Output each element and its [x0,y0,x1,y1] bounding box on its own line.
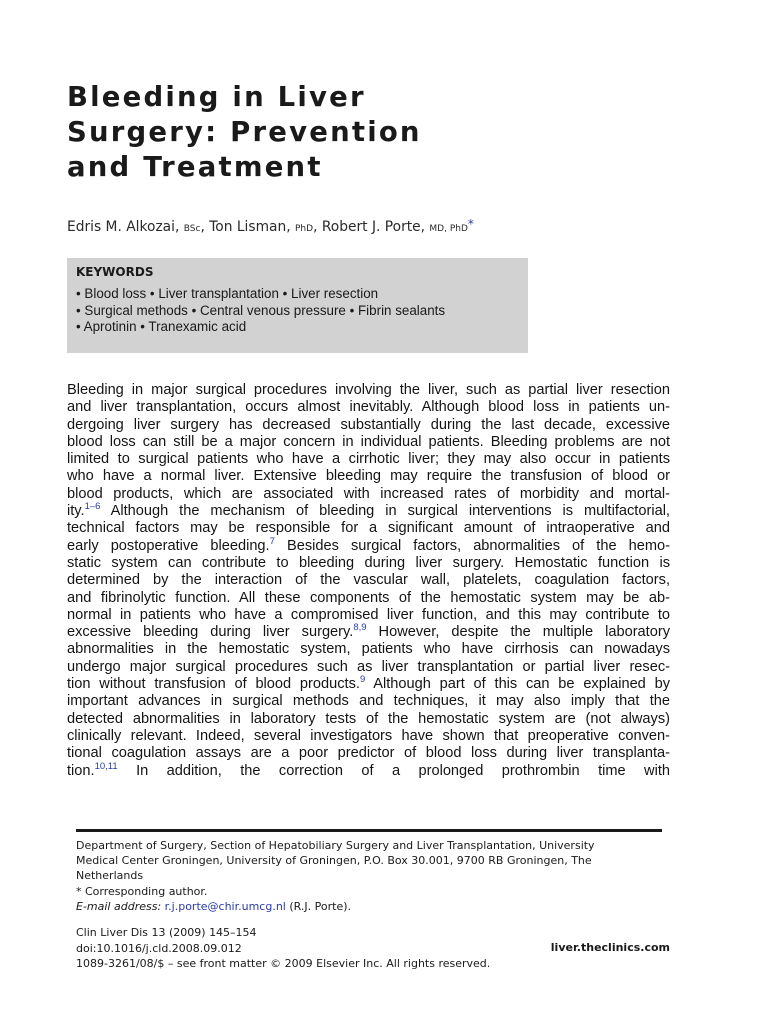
footnote-rule [76,829,662,832]
body-line [67,451,670,468]
body-line [67,676,670,693]
body-text-segment: ity. [67,503,85,520]
body-line [67,555,670,572]
body-text-segment: blood loss can still be a major concern in individual patients. Bleeding problems are not [67,433,670,450]
body-line [67,659,670,676]
keywords-heading: KEYWORDS [76,265,154,279]
reference-link[interactable]: 7 [269,535,275,547]
body-line [67,624,670,641]
keywords-line: • Surgical methods • Central venous pressure • Fibrin sealants [76,302,446,318]
body-text-segment: and fibrinolytic function. All these components of the hemostatic system may be ab- [67,589,670,606]
keywords-line: • Aprotinin • Tranexamic acid [76,319,247,334]
body-text-segment: Bleeding in major surgical procedures involving the liver, such as partial liver resection [67,382,670,398]
body-text-segment: However, despite the multiple laboratory [366,624,671,641]
author-degree: BSc [183,224,201,234]
body-text-segment: In addition, the correction of a prolonged prothrombin time with [117,762,670,779]
body-text-segment: early postoperative bleeding. [67,537,270,554]
title-line: and Treatment [67,151,323,183]
body-line [67,760,670,780]
body-text-segment: detected abnormalities in laboratory tests of the hemostatic system are (not always) [67,710,670,727]
body-text-segment: and liver transplantation, occurs almost inevitably. Although blood loss in patients un- [67,399,670,416]
body-line [67,572,670,589]
journal-citation: Clin Liver Dis 13 (2009) 145–154 [76,926,257,939]
body-text-segment: tion without transfusion of blood products. [67,676,360,693]
body-line [67,535,670,555]
body-text-segment: normal in patients who have a compromised liver function, and this may contribute to [67,606,670,623]
keywords-line: • Blood loss • Liver transplantation • Liver resection [76,286,379,301]
email-line [76,899,670,914]
author-degree: MD, PhD [429,224,468,234]
body-line [67,417,670,434]
body-text-segment: determined by the interaction of the vascular wall, platelets, coagulation factors, [67,572,670,589]
body-line [67,468,670,485]
body-line [67,503,670,520]
body-text-segment: tion. [67,762,95,779]
corresponding-author-link[interactable]: * [467,217,474,231]
corresponding-author-note: * Corresponding author. [76,884,208,898]
body-text-segment: clinically relevant. Indeed, several investigators have shown that preoperative conven- [67,727,670,744]
body-paragraph [67,382,670,780]
body-text-segment: undergo major surgical procedures such as liver transplantation or partial liver resec- [67,658,670,675]
body-line [67,711,670,728]
body-text-segment: Although part of this can be explained by [365,676,670,693]
email-label: E-mail address: [76,899,162,913]
body-text-segment: dergoing liver surgery has decreased substantially during the last decade, excessive [67,416,670,433]
affiliation-line: Department of Surgery, Section of Hepatobiliary Surgery and Liver Transplantation, University [76,839,595,852]
affiliation-line: Medical Center Groningen, University of Groningen, P.O. Box 30.001, 9700 RB Groningen, The [76,854,592,868]
title-line: Surgery: Prevention [67,116,422,148]
body-text-segment: tional coagulation assays are a poor predictor of blood loss during liver transplanta- [67,745,670,762]
copyright-notice: 1089-3261/08/$ – see front matter © 2009 Elsevier Inc. All rights reserved. [76,957,491,970]
body-text-segment: blood products, which are associated with increased rates of morbidity and mortal- [67,485,670,502]
body-text-segment: important advances in surgical methods and techniques, it may also imply that the [67,693,670,710]
author-name: Ton Lisman, [209,219,291,235]
author-list: Edris M. Alkozai, BSc, Ton Lisman, PhD, Robert J. Porte, MD, PhD* [67,217,474,235]
body-line [67,728,670,745]
body-line [67,486,670,503]
body-line [67,382,670,399]
reference-link[interactable]: 9 [359,674,366,686]
body-line [67,434,670,451]
keywords-box [67,258,528,353]
footnote [76,838,670,914]
reference-link[interactable]: 8,9 [353,622,367,634]
body-line [67,745,670,762]
doi[interactable]: doi:10.1016/j.cld.2008.09.012 [76,941,242,955]
body-line [67,607,670,624]
body-line [67,693,670,710]
title-line: Bleeding in Liver [67,81,366,113]
email-link[interactable]: r.j.porte@chir.umcg.nl [164,899,286,913]
body-line [67,520,670,537]
body-text-segment: Besides surgical factors, abnormalities of the hemo- [274,537,670,554]
reference-link[interactable]: 10,11 [94,760,118,772]
body-text-segment: technical factors may be responsible for a significant amount of intraoperative and [67,520,670,537]
reference-link[interactable]: 1–6 [84,501,101,513]
body-text-segment: abnormalities in the hemostatic system, patients who have cirrhosis can nowadays [67,641,670,658]
body-text-segment: Although the mechanism of bleeding in surgical interventions is multifactorial, [100,503,670,520]
body-text-segment: static system can contribute to bleeding during liver surgery. Hemostatic function is [67,554,670,571]
body-line [67,399,670,416]
body-text-segment: limited to surgical patients who have a cirrhotic liver; they may also occur in patients [67,451,670,468]
body-text-segment: who have a normal liver. Extensive bleeding may require the transfusion of blood or [67,468,670,485]
body-line [67,641,670,658]
author-name: Robert J. Porte, [321,219,426,235]
body-text-segment: excessive bleeding during liver surgery. [67,624,354,641]
affiliation-line: Netherlands [76,869,144,883]
author-degree: PhD [295,224,314,234]
article-title [67,80,587,185]
author-name: Edris M. Alkozai, [67,219,180,235]
email-suffix: (R.J. Porte). [289,899,352,913]
journal-website-link[interactable]: liver.theclinics.com [550,941,670,954]
body-line [67,590,670,607]
